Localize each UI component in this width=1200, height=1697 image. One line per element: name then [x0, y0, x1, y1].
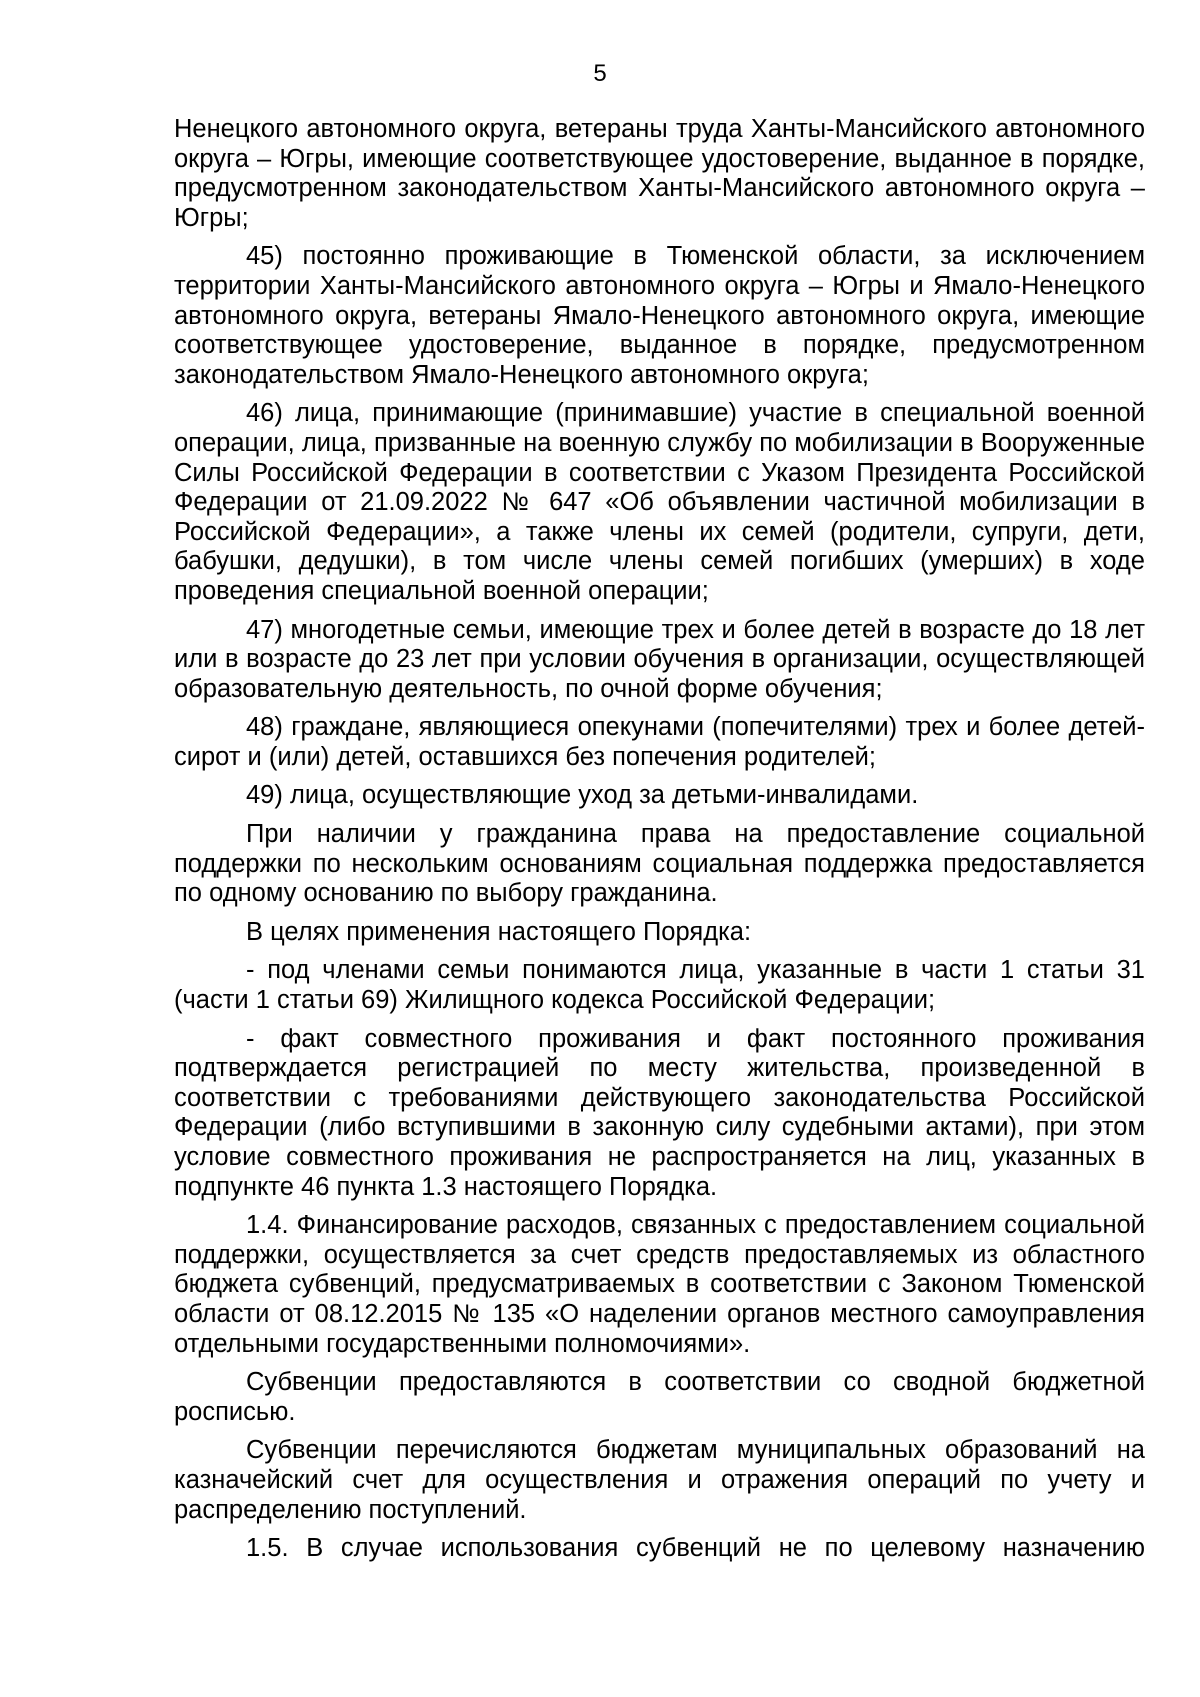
- paragraph-section-1-5: 1.5. В случае использования субвенций не по целевому назначению: [246, 1534, 1145, 1563]
- paragraph-item-45: 45) постоянно проживающие в Тюменской области, за исключением территории Ханты-Мансийского автономного округа – Югры и Ямало-Ненецкого автономного округа, ветераны Ямало-Ненецкого автономного округа, имеющие соответствующее удостоверение, выданное в порядке, предусмотренном законодательством Ямало-Ненецкого автономного округа;: [174, 242, 1145, 389]
- paragraph-item-47: 47) многодетные семьи, имеющие трех и более детей в возрасте до 18 лет или в возрасте до 23 лет при условии обучения в организации, осуществляющей образовательную деятельность, по очной форме обучения;: [174, 615, 1145, 703]
- paragraph-family-members: - под членами семьи понимаются лица, указанные в части 1 статьи 31 (части 1 статьи 69) Жилищного кодекса Российской Федерации;: [174, 956, 1145, 1015]
- paragraph-subventions-transferred: Субвенции перечисляются бюджетам муниципальных образований на казначейский счет для осуществления и отражения операций по учету и распределению поступлений.: [174, 1436, 1145, 1524]
- paragraph-definitions-intro: В целях применения настоящего Порядка:: [246, 917, 752, 946]
- document-body: [174, 115, 1145, 1564]
- paragraph-multiple-grounds: При наличии у гражданина права на предоставление социальной поддержки по нескольким основаниям социальная поддержка предоставляется по одному основанию по выбору гражданина.: [174, 820, 1145, 908]
- paragraph-residence-fact: - факт совместного проживания и факт постоянного проживания подтверждается регистрацией по месту жительства, произведенной в соответствии с требованиями действующего законодательства Российской Федерации (либо вступившими в законную силу судебными актами), при этом условие совместного проживания не распространяется на лиц, указанных в подпункте 46 пункта 1.3 настоящего Порядка.: [174, 1024, 1145, 1201]
- paragraph-subventions-provided: Субвенции предоставляются в соответствии со сводной бюджетной росписью.: [174, 1368, 1145, 1426]
- paragraph-item-46: 46) лица, принимающие (принимавшие) участие в специальной военной операции, лица, призванные на военную службу по мобилизации в Вооруженные Силы Российской Федерации в соответствии с Указом Президента Российской Федерации от 21.09.2022 № 647 «Об объявлении частичной мобилизации в Российской Федерации», а также члены их семей (родители, супруги, дети, бабушки, дедушки), в том числе члены семей погибших (умерших) в ходе проведения специальной военной операции;: [174, 399, 1145, 605]
- page-number: 5: [593, 60, 607, 87]
- paragraph-item-48: 48) граждане, являющиеся опекунами (попечителями) трех и более детей-сирот и (или) детей, оставшихся без попечения родителей;: [174, 713, 1145, 771]
- paragraph-section-1-4: 1.4. Финансирование расходов, связанных с предоставлением социальной поддержки, осуществляется за счет средств предоставляемых из областного бюджета субвенций, предусматриваемых в соответствии с Законом Тюменской области от 08.12.2015 № 135 «О наделении органов местного самоуправления отдельными государственными полномочиями».: [174, 1211, 1145, 1358]
- paragraph-item-49: 49) лица, осуществляющие уход за детьми-инвалидами.: [246, 781, 919, 810]
- paragraph-veterans-khmao: Ненецкого автономного округа, ветераны труда Ханты-Мансийского автономного округа – Югры, имеющие соответствующее удостоверение, выданное в порядке, предусмотренном законодательством Ханты-Мансийского автономного округа – Югры;: [174, 115, 1145, 232]
